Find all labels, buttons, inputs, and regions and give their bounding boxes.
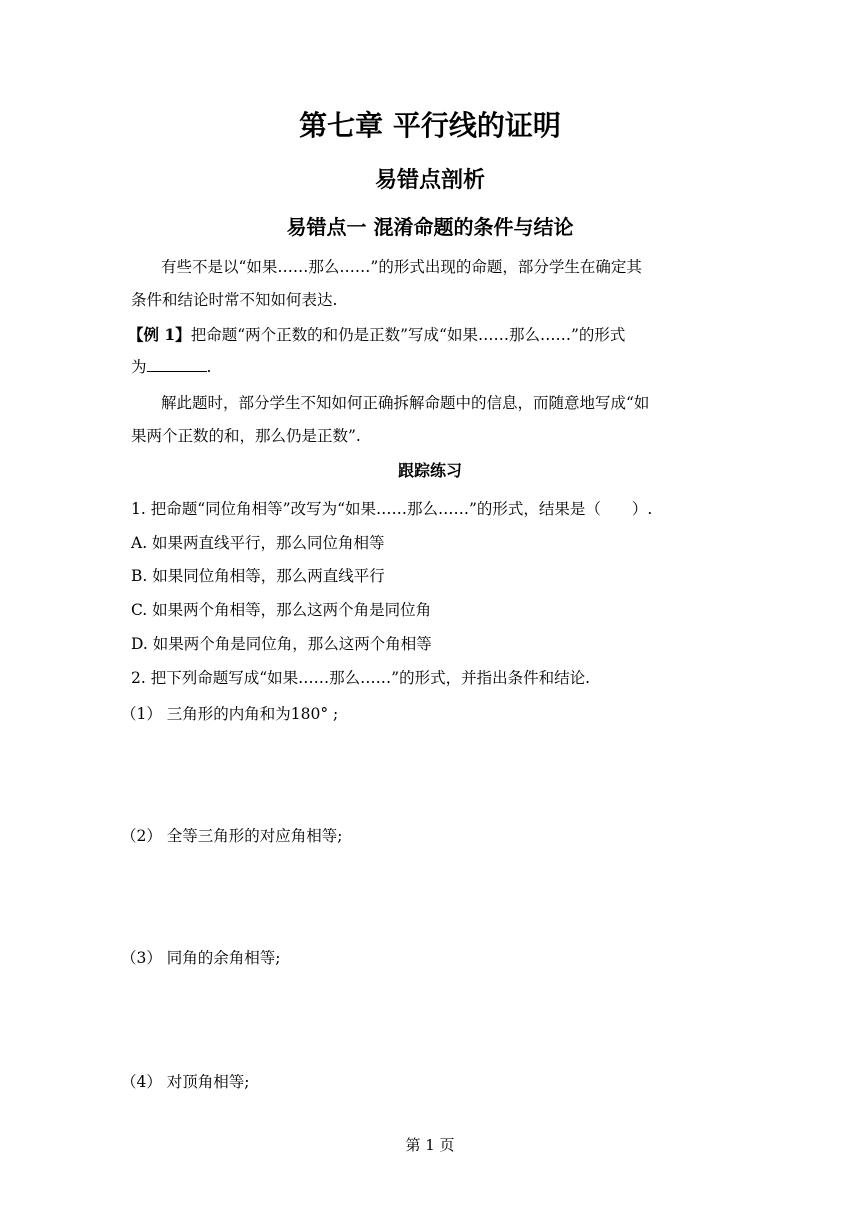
page-subtitle: 易错点剖析: [374, 168, 485, 193]
intro-line-1: 有些不是以“如果……那么……”的形式出现的命题，部分学生在确定其: [161, 258, 642, 276]
question-1-option-a: A. 如果两直线平行，那么同位角相等: [131, 534, 385, 552]
question-1-stem: 1. 把命题“同位角相等”改写为“如果……那么……”的形式，结果是（ ）.: [131, 500, 653, 518]
analysis-line-1: 解此题时，部分学生不知如何正确拆解命题中的信息，而随意地写成“如: [161, 394, 650, 412]
question-2-item-3: （3） 同角的余角相等;: [121, 949, 281, 967]
example-suffix: .: [206, 358, 212, 376]
question-2-item-2: （2） 全等三角形的对应角相等;: [121, 827, 343, 845]
example-prefix: 为: [131, 358, 147, 376]
section-heading: 易错点一 混淆命题的条件与结论: [286, 215, 574, 239]
page-title: 第七章 平行线的证明: [299, 109, 561, 142]
question-1-option-c: C. 如果两个角相等，那么这两个角是同位角: [131, 601, 432, 619]
example-text: 把命题“两个正数的和仍是正数”写成“如果……那么……”的形式: [190, 326, 626, 344]
practice-heading: 跟踪练习: [397, 461, 462, 480]
question-2-stem: 2. 把下列命题写成“如果……那么……”的形式，并指出条件和结论.: [131, 669, 590, 687]
question-1-option-d: D. 如果两个角是同位角，那么这两个角相等: [131, 635, 432, 653]
question-2-item-4: （4） 对顶角相等;: [121, 1073, 250, 1091]
question-1-option-b: B. 如果同位角相等，那么两直线平行: [131, 567, 385, 585]
analysis-line-2: 果两个正数的和，那么仍是正数”.: [131, 427, 361, 445]
example-line-1: [128, 325, 625, 345]
answer-blank: [147, 357, 207, 372]
question-2-item-1: （1） 三角形的内角和为180° ;: [121, 705, 339, 723]
intro-line-2: 条件和结论时常不知如何表达.: [131, 291, 338, 309]
example-tag: 【例 1】: [128, 325, 191, 344]
page-number: 第 1 页: [405, 1136, 455, 1154]
example-line-2: [131, 357, 211, 377]
